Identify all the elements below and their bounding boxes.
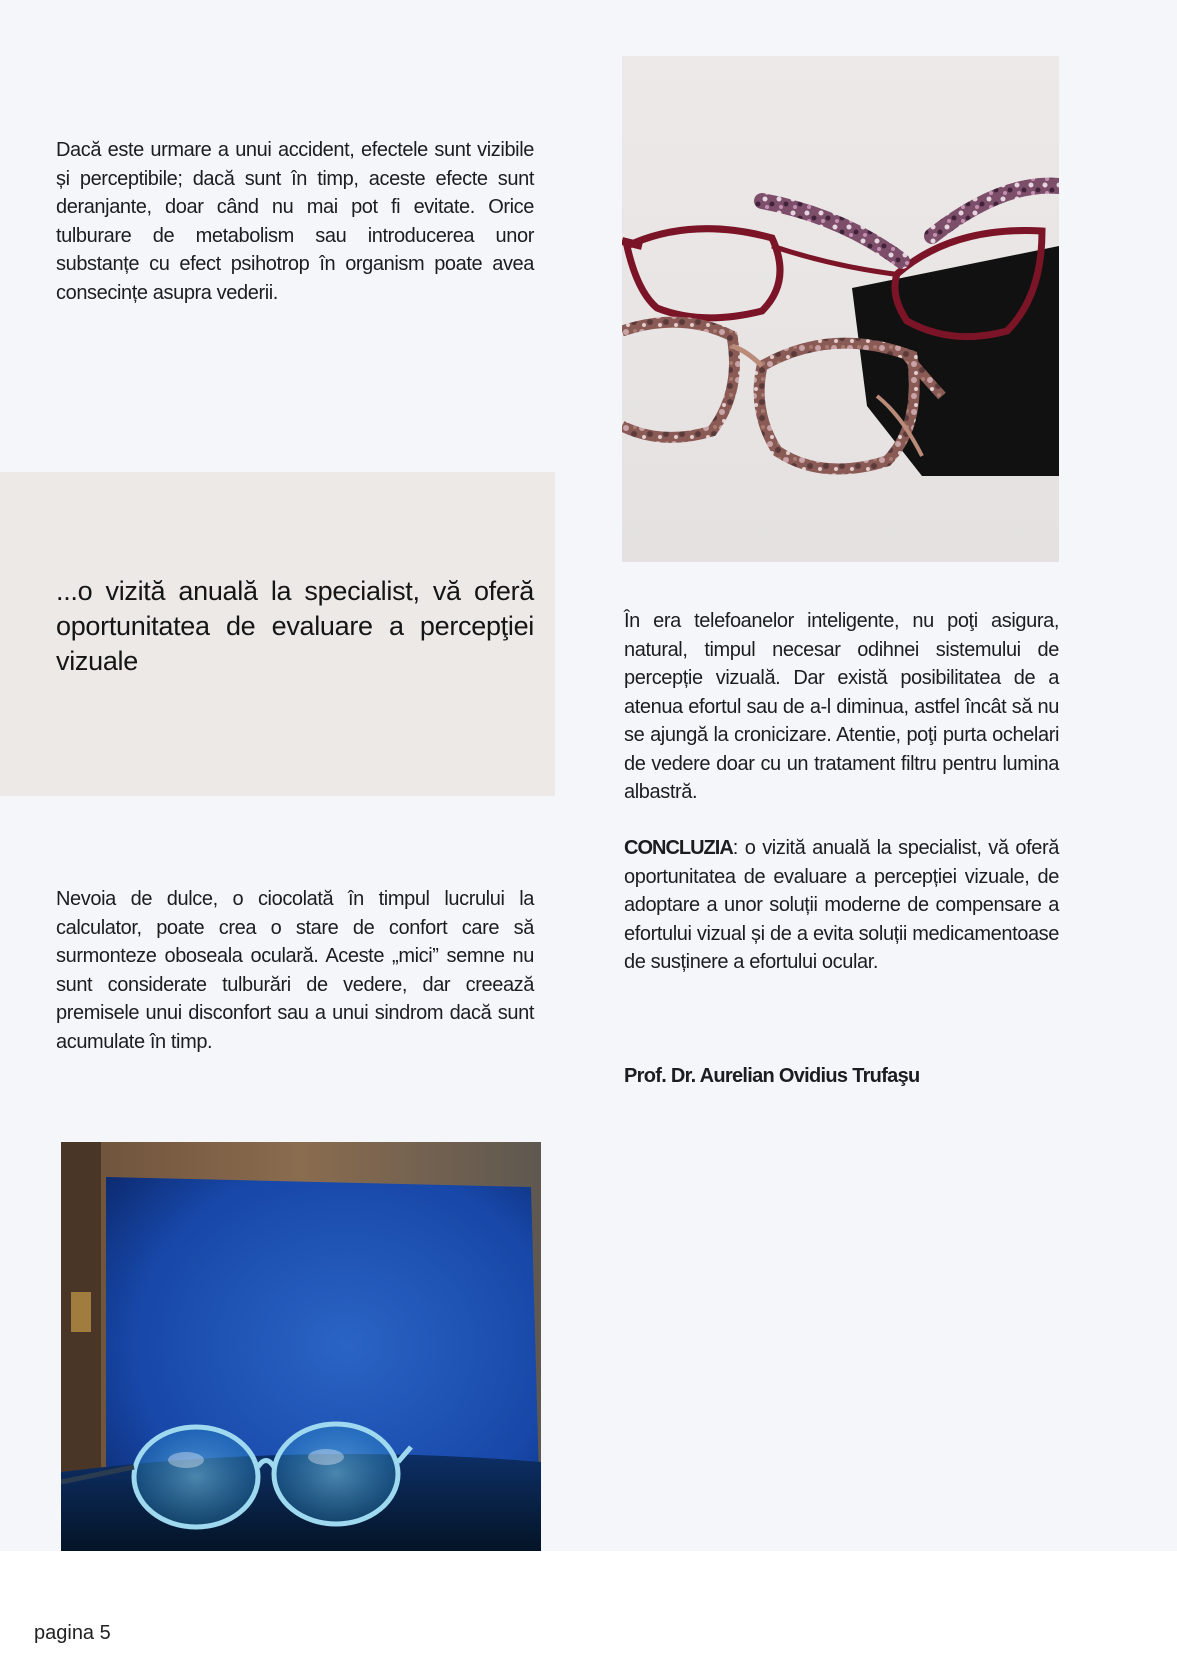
- page-bottom-band: [0, 1551, 1177, 1665]
- dulce-paragraph: Nevoia de dulce, o ciocolată în timpul lucrului la calculator, poate crea o stare de confort care să surmonteze oboseala oculară. Aceste „mici” semne nu sunt considerate tulburări de vedere, dar creează premisele unui disconfort sau a unui sindrom dacă sunt acumulate în timp.: [56, 888, 534, 1053]
- smartphone-era-paragraph: În era telefoanelor inteligente, nu poţi asigura, natural, timpul necesar odihnei sistemului de percepție vizuală. Dar există posibilitatea de a atenua efortul sau de a-l diminua, astfel încât să nu se ajungă la cronicizare. Atentie, poţi purta ochelari de vedere doar cu un tratament filtru pentru lumina albastră.: [624, 610, 1059, 803]
- laptop-glasses-photo: [61, 1142, 541, 1551]
- pull-quote-heading: ...o vizită anuală la specialist, vă oferă oportunitatea de evaluare a percepţiei vizuale: [56, 576, 534, 676]
- eyeglasses-photo: [622, 56, 1059, 562]
- page-number: pagina 5: [34, 1622, 111, 1644]
- intro-paragraph: Dacă este urmare a unui accident, efectele sunt vizibile și perceptibile; dacă sunt în timp, aceste efecte sunt deranjante, doar când nu mai pot fi evitate. Orice tulburare de metabolism sau introducerea unor substanțe cu efect psihotrop în organism poate avea consecințe asupra vederii.: [56, 139, 534, 304]
- conclusion-text: : o vizită anuală la specialist, vă oferă oportunitatea de evaluare a percepției vizuale, de adoptare a unor soluții moderne de compensare a efortului vizual și de a evita soluții medicamentoase de susținere a efortului ocular.: [624, 837, 1059, 973]
- conclusion-label: CONCLUZIA: [624, 837, 733, 859]
- author-signature: Prof. Dr. Aurelian Ovidius Trufaşu: [624, 1065, 920, 1087]
- conclusion-paragraph: [624, 834, 1059, 977]
